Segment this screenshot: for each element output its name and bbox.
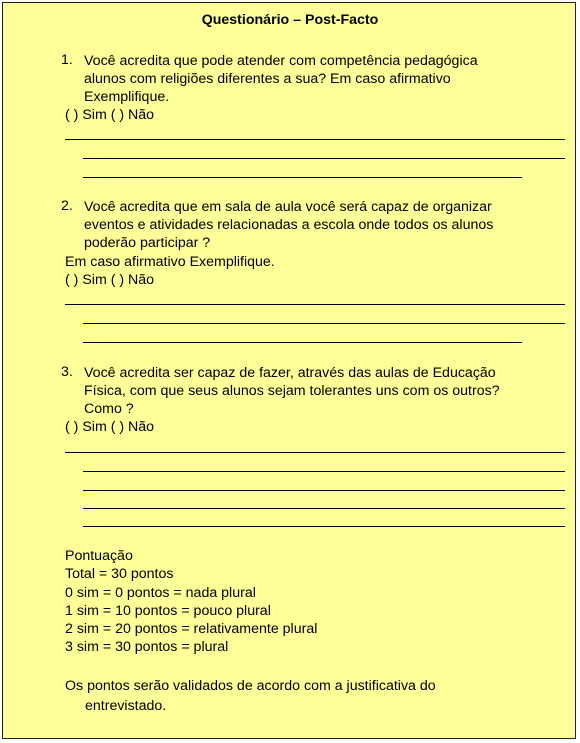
question-2-text [84,198,493,252]
answer-line[interactable] [83,342,522,343]
validation-note-line-1: Os pontos serão validados de acordo com a justificativa do [65,678,436,694]
question-2-line-1: Você acredita que em sala de aula você será capaz de organizar [84,199,492,215]
question-2-line-2: eventos e atividades relacionadas a escola onde todos os alunos [84,217,494,233]
question-3-line-2: Física, com que seus alunos sejam tolerantes uns com os outros? [84,383,500,399]
page-title: Questionário – Post-Facto [201,12,379,28]
scoring-total: Total = 30 pontos [65,566,174,583]
question-3-text [84,364,500,418]
question-2-extra: Em caso afirmativo Exemplifique. [65,254,275,270]
question-2-line-3: poderão participar ? [84,235,211,251]
question-1-number: 1. [61,52,73,68]
answer-line[interactable] [65,452,565,453]
answer-line[interactable] [83,471,565,472]
validation-note [65,676,436,716]
scoring-level-1: 1 sim = 10 pontos = pouco plural [65,602,271,619]
question-1-line-3: Exemplifique. [84,89,170,105]
question-1-options[interactable]: ( ) Sim ( ) Não [65,107,155,123]
question-2-number: 2. [61,198,73,214]
answer-line[interactable] [83,526,565,527]
scoring-level-2: 2 sim = 20 pontos = relativamente plural [65,621,318,638]
questionnaire-page [2,2,576,739]
question-1-text [84,52,478,106]
answer-line[interactable] [83,490,565,491]
answer-line[interactable] [83,323,565,324]
question-3-line-3: Como ? [84,401,134,417]
scoring-heading: Pontuação [65,548,133,564]
question-3-number: 3. [61,364,73,380]
answer-line[interactable] [83,158,565,159]
question-2-options[interactable]: ( ) Sim ( ) Não [65,272,155,288]
answer-line[interactable] [83,177,522,178]
validation-note-line-2: entrevistado. [85,698,167,714]
question-1-line-2: alunos com religiões diferentes a sua? Em caso afirmativo [84,71,451,87]
scoring-level-0: 0 sim = 0 pontos = nada plural [65,584,256,601]
scoring-section [65,547,317,657]
answer-line[interactable] [65,139,565,140]
question-1-line-1: Você acredita que pode atender com competência pedagógica [84,53,478,69]
question-3-line-1: Você acredita ser capaz de fazer, através das aulas de Educação [84,365,496,381]
question-3-options[interactable]: ( ) Sim ( ) Não [65,419,155,435]
answer-line[interactable] [83,508,565,509]
answer-line[interactable] [65,304,565,305]
scoring-level-3: 3 sim = 30 pontos = plural [65,639,229,656]
